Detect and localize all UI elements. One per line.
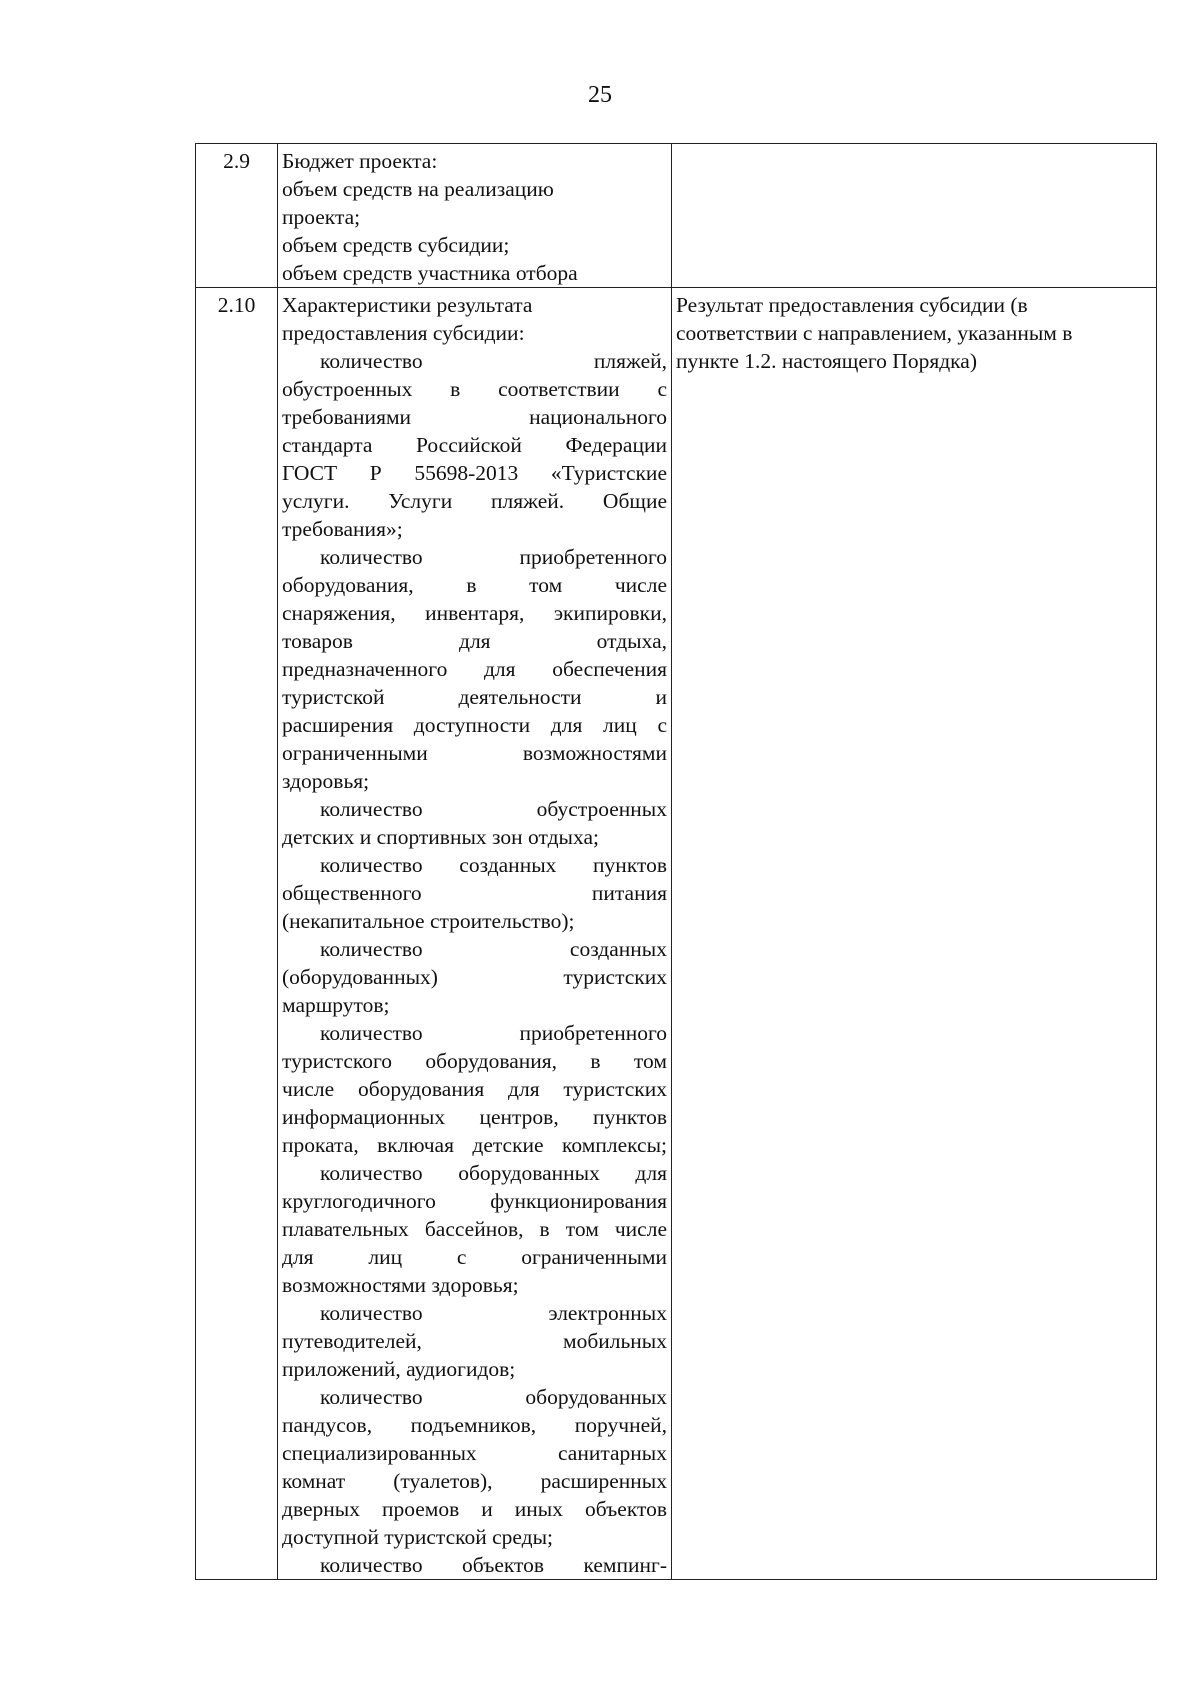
text-line: требованиями национального bbox=[282, 405, 667, 429]
text-line: объем средств субсидии; bbox=[282, 233, 510, 257]
text-line: проката, включая детские комплексы; bbox=[282, 1133, 667, 1157]
text-line: дверных проемов и иных объектов bbox=[282, 1497, 667, 1521]
text-line: товаров для отдыха, bbox=[282, 629, 667, 653]
text-line: маршрутов; bbox=[282, 993, 390, 1017]
row-number: 2.9 bbox=[196, 144, 278, 288]
text-line: услуги. Услуги пляжей. Общие bbox=[282, 489, 667, 513]
text-line: доступной туристской среды; bbox=[282, 1525, 554, 1549]
text-line: проекта; bbox=[282, 205, 361, 229]
text-line: требования»; bbox=[282, 517, 403, 541]
text-line: ГОСТ Р 55698-2013 «Туристские bbox=[282, 461, 667, 485]
text-line: (оборудованных) туристских bbox=[282, 965, 667, 989]
text-line: специализированных санитарных bbox=[282, 1441, 667, 1465]
text-line: предназначенного для обеспечения bbox=[282, 657, 667, 681]
text-line: здоровья; bbox=[282, 769, 370, 793]
text-line: туристского оборудования, в том bbox=[282, 1049, 667, 1073]
row-result bbox=[672, 288, 1157, 1580]
row-description bbox=[278, 288, 672, 1580]
text-line: количество созданных пунктов bbox=[320, 853, 667, 877]
text-line: Характеристики результата bbox=[282, 293, 533, 317]
row-result bbox=[672, 144, 1157, 288]
text-line: количество пляжей, bbox=[320, 349, 667, 373]
text-line: туристской деятельности и bbox=[282, 685, 667, 709]
text-line: количество созданных bbox=[320, 937, 667, 961]
result-line: Результат предоставления субсидии (в bbox=[676, 293, 1028, 317]
text-line: оборудования, в том числе bbox=[282, 573, 667, 597]
text-line: количество приобретенного bbox=[320, 1021, 667, 1045]
text-line: количество электронных bbox=[320, 1301, 667, 1325]
text-line: круглогодичного функционирования bbox=[282, 1189, 667, 1213]
result-line: соответствии с направлением, указанным в bbox=[676, 321, 1073, 345]
result-line: пункте 1.2. настоящего Порядка) bbox=[676, 349, 977, 373]
table-row-2-10 bbox=[196, 288, 1157, 1580]
text-line: путеводителей, мобильных bbox=[282, 1329, 667, 1353]
text-line: объем средств участника отбора bbox=[282, 261, 578, 285]
text-line: количество объектов кемпинг- bbox=[320, 1553, 667, 1577]
text-line: Бюджет проекта: bbox=[282, 149, 438, 173]
text-line: расширения доступности для лиц с bbox=[282, 713, 667, 737]
table-row-2-9 bbox=[196, 144, 1157, 288]
text-line: количество оборудованных для bbox=[320, 1161, 667, 1185]
text-line: (некапитальное строительство); bbox=[282, 909, 575, 933]
text-line: общественного питания bbox=[282, 881, 667, 905]
text-line: количество оборудованных bbox=[320, 1385, 667, 1409]
requirements-table bbox=[195, 143, 1157, 1580]
text-line: количество приобретенного bbox=[320, 545, 667, 569]
row-description bbox=[278, 144, 672, 288]
page-number: 25 bbox=[588, 82, 612, 108]
text-line: ограниченными возможностями bbox=[282, 741, 667, 765]
row-number: 2.10 bbox=[196, 288, 278, 1580]
text-line: плавательных бассейнов, в том числе bbox=[282, 1217, 667, 1241]
text-line: обустроенных в соответствии с bbox=[282, 377, 667, 401]
text-line: объем средств на реализацию bbox=[282, 177, 554, 201]
text-line: информационных центров, пунктов bbox=[282, 1105, 667, 1129]
text-line: количество обустроенных bbox=[320, 797, 667, 821]
text-line: возможностями здоровья; bbox=[282, 1273, 519, 1297]
text-line: приложений, аудиогидов; bbox=[282, 1357, 516, 1381]
text-line: пандусов, подъемников, поручней, bbox=[282, 1413, 667, 1437]
text-line: числе оборудования для туристских bbox=[282, 1077, 667, 1101]
text-line: детских и спортивных зон отдыха; bbox=[282, 825, 599, 849]
text-line: стандарта Российской Федерации bbox=[282, 433, 667, 457]
text-line: снаряжения, инвентаря, экипировки, bbox=[282, 601, 667, 625]
text-line: для лиц с ограниченными bbox=[282, 1245, 667, 1269]
text-line: комнат (туалетов), расширенных bbox=[282, 1469, 667, 1493]
text-line: предоставления субсидии: bbox=[282, 321, 525, 345]
